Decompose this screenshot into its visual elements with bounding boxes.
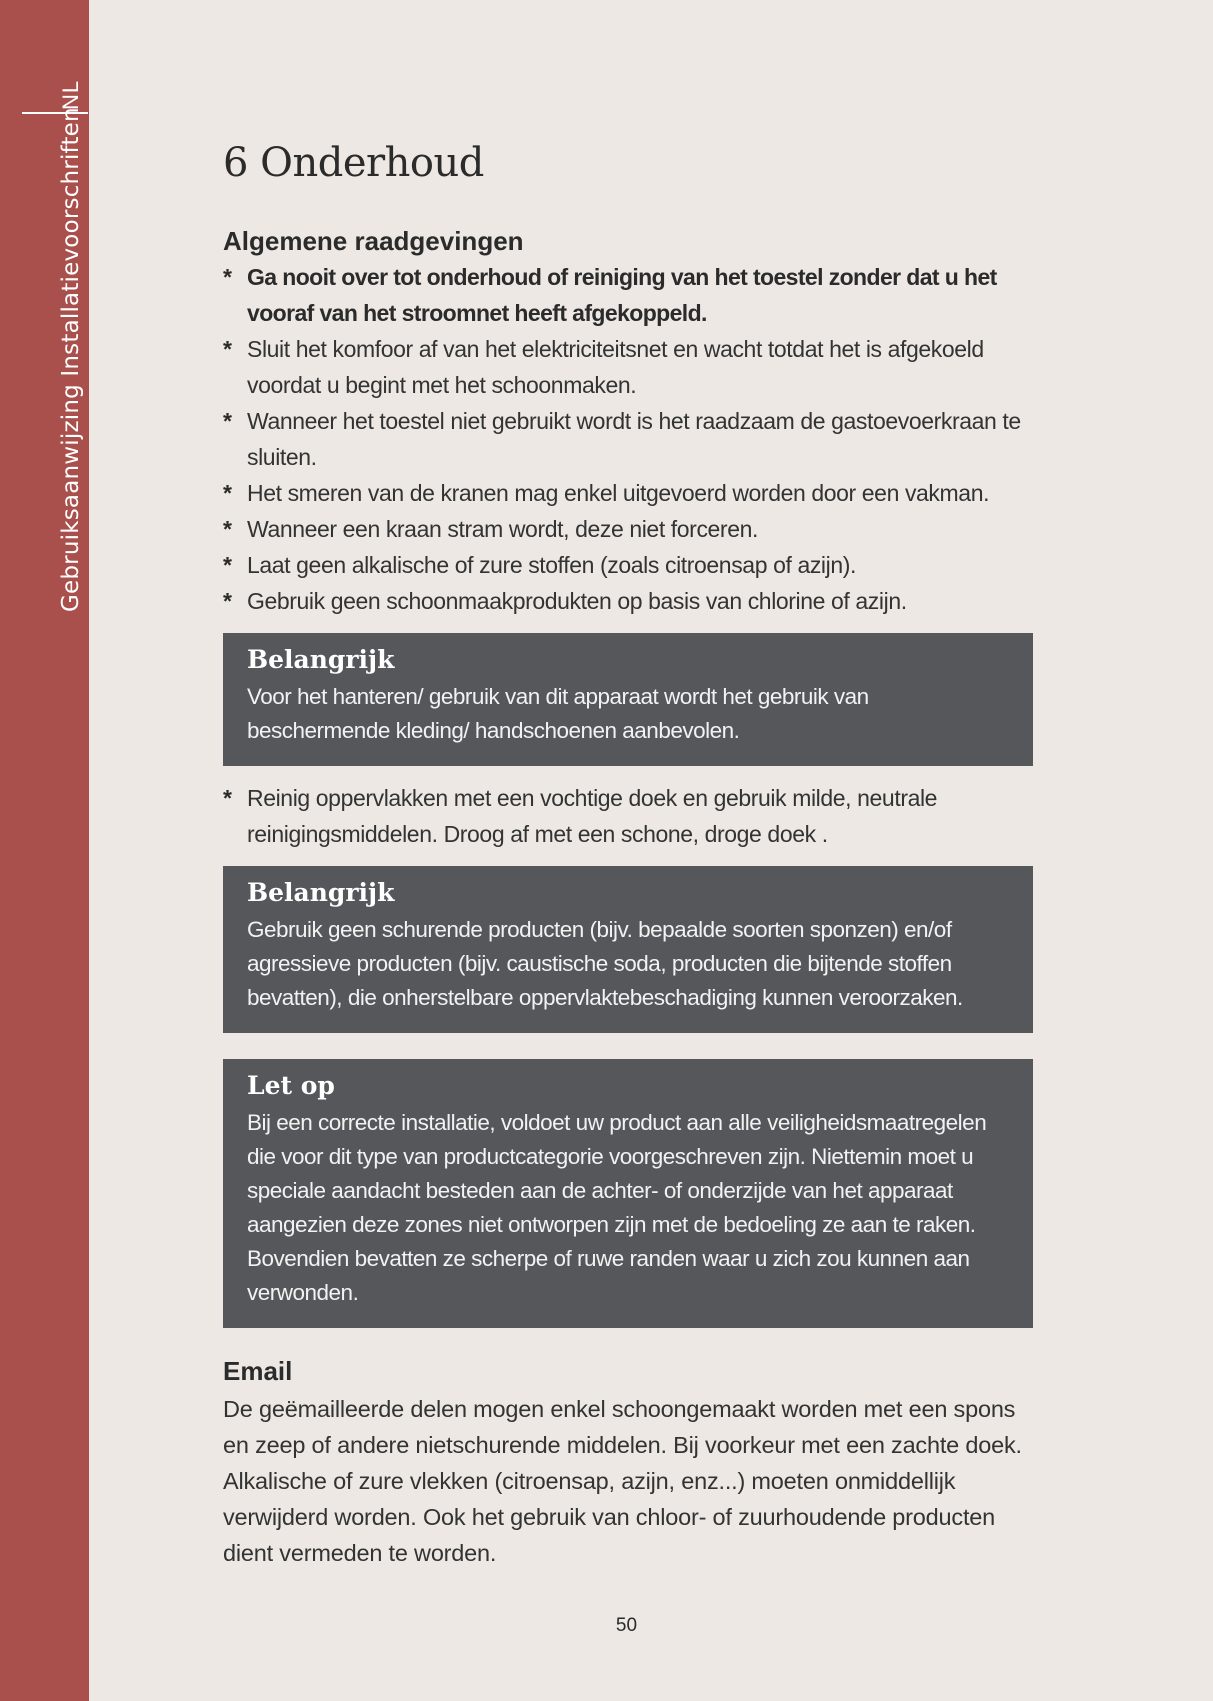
list-item: * Ga nooit over tot onderhoud of reiniging van het toestel zonder dat u het vooraf van het stroomnet heeft afgekoppeld.: [223, 259, 1033, 331]
sidebar: [0, 0, 89, 1701]
asterisk-icon: *: [223, 552, 232, 578]
list-item: * Gebruik geen schoonmaakprodukten op basis van chlorine of azijn.: [223, 583, 1033, 619]
general-advice-heading: Algemene raadgevingen: [223, 226, 524, 256]
asterisk-icon: *: [223, 785, 232, 811]
caution-box-title: Let op: [247, 1071, 335, 1100]
cleaning-list: [223, 780, 1033, 852]
asterisk-icon: *: [223, 336, 232, 362]
page-title: 6 Onderhoud: [223, 140, 484, 186]
asterisk-icon: *: [223, 408, 232, 434]
list-item: * Wanneer het toestel niet gebruikt wordt is het raadzaam de gastoevoerkraan te sluiten.: [223, 403, 1033, 475]
important-box-title: Belangrijk: [247, 645, 395, 674]
caution-box: [223, 1059, 1033, 1328]
email-paragraph: De geëmailleerde delen mogen enkel schoongemaakt worden met een spons en zeep of andere nietschurende middelen. Bij voorkeur met een zachte doek. Alkalische of zure vlekken (citroensap, azijn, enz...) moeten onmiddellijk verwijderd worden. Ook het gebruik van chloor- of zuurhoudende producten dient vermeden te worden.: [223, 1396, 1022, 1566]
language-label: NL: [58, 79, 83, 110]
asterisk-icon: *: [223, 264, 232, 290]
language-tab: [0, 30, 89, 110]
sidebar-title: Gebruiksaanwijzing Installatievoorschriften: [58, 107, 84, 612]
asterisk-icon: *: [223, 516, 232, 542]
list-item: * Laat geen alkalische of zure stoffen (zoals citroensap of azijn).: [223, 547, 1033, 583]
asterisk-icon: *: [223, 588, 232, 614]
important-box-text: Voor het hanteren/ gebruik van dit apparaat wordt het gebruik van beschermende kleding/ handschoenen aanbevolen.: [247, 684, 869, 743]
list-item: * Sluit het komfoor af van het elektriciteitsnet en wacht totdat het is afgekoeld voordat u begint met het schoonmaken.: [223, 331, 1033, 403]
important-box-title: Belangrijk: [247, 878, 395, 907]
asterisk-icon: *: [223, 480, 232, 506]
important-box: [223, 633, 1033, 766]
important-box-2: [223, 866, 1033, 1033]
caution-box-text: Bij een correcte installatie, voldoet uw product aan alle veiligheidsmaatregelen die voor dit type van productcategorie voorgeschreven zijn. Niettemin moet u speciale aandacht besteden aan de achter- of onderzijde van het apparaat aangezien deze zones niet ontworpen zijn met de bedoeling ze aan te raken. Bovendien bevatten ze scherpe of ruwe randen waar u zich zou kunnen aan verwonden.: [247, 1110, 987, 1305]
email-heading: Email: [223, 1356, 293, 1386]
important-box-text: Gebruik geen schurende producten (bijv. bepaalde soorten sponzen) en/of agressieve producten (bijv. caustische soda, producten die bijtende stoffen bevatten), die onherstelbare oppervlaktebeschadiging kunnen veroorzaken.: [247, 917, 963, 1010]
list-item: * Reinig oppervlakken met een vochtige doek en gebruik milde, neutrale reinigingsmiddelen. Droog af met een schone, droge doek .: [223, 780, 1033, 852]
page-number: 50: [615, 1615, 638, 1636]
general-advice-list: [223, 259, 1033, 619]
list-item: * Het smeren van de kranen mag enkel uitgevoerd worden door een vakman.: [223, 475, 1033, 511]
list-item: * Wanneer een kraan stram wordt, deze niet forceren.: [223, 511, 1033, 547]
main-content: [223, 140, 1033, 1571]
